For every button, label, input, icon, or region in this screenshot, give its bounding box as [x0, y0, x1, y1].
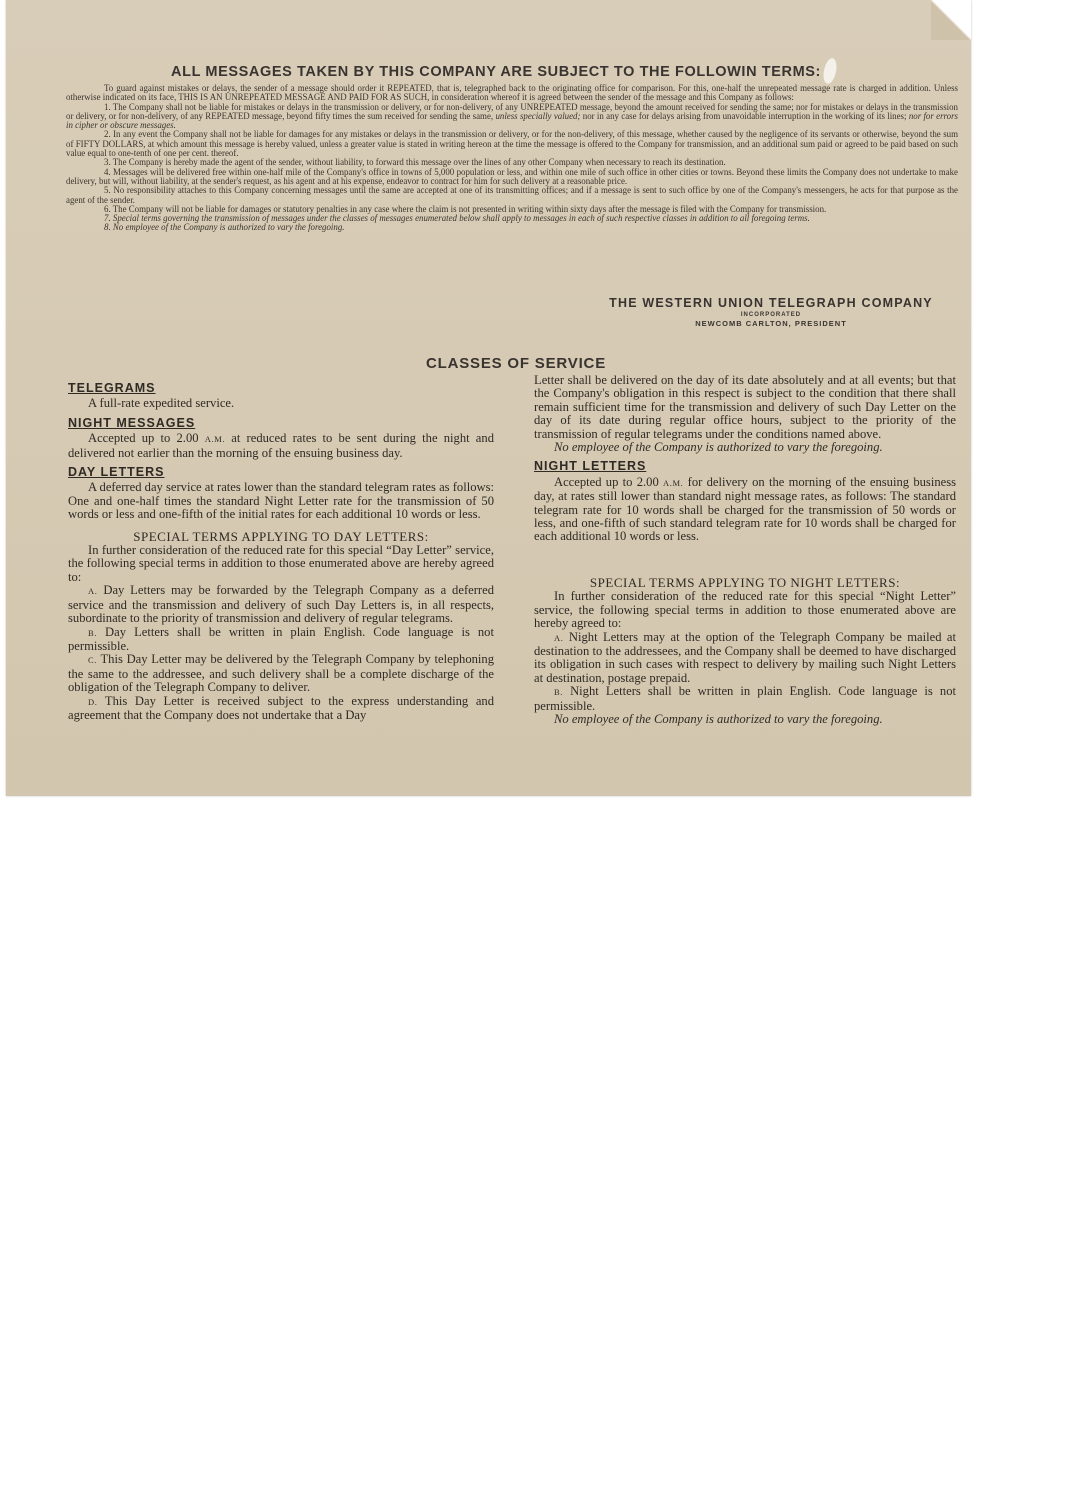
- company-incorporated: INCORPORATED: [740, 312, 802, 318]
- no-employee-note-1: No employee of the Company is authorized to vary the foregoing.: [554, 440, 883, 455]
- day-term-c: C. This Day Letter may be delivered by the Telegraph Company by telephoning the same to the addressee, and such delivery shall be a complete discharge of the obligation of the Telegraph Company to deliver.: [68, 652, 495, 695]
- terms-text: [66, 84, 958, 233]
- company-president: NEWCOMB CARLTON, PRESIDENT: [695, 319, 847, 328]
- telegrams-desc: A full-rate expedited service.: [88, 396, 235, 411]
- right-column: [534, 374, 956, 726]
- left-column: [68, 376, 494, 722]
- night-letters-heading: NIGHT LETTERS: [534, 459, 647, 474]
- day-term-b: B. Day Letters shall be written in plain English. Code language is not permissible.: [68, 624, 494, 653]
- company-signature: [581, 296, 961, 328]
- day-term-a: A. Day Letters may be forwarded by the Telegraph Company as a deferred service and the transmission and delivery of such Day Letters is, in all respects, subordinate to the priority of transmission and delivery of regular telegrams.: [68, 583, 495, 626]
- terms-intro: To guard against mistakes or delays, the sender of a message should order it REPEATED, that is, telegraphed back to the originating office for comparison. For this, one-half the unrepeated message rate is charged in addition. Unless otherwise indicated on its face, THIS IS AN UNREPEATED MESSAGE AND PAID FOR AS SUCH, in consideration whereof it is agreed between the sender of the message and this Company as follows:: [66, 83, 958, 103]
- night-messages-heading: NIGHT MESSAGES: [68, 415, 196, 430]
- term-5: 5. No responsibility attaches to this Company concerning messages until the same are accepted at one of its transmitting offices; and if a message is sent to such office by one of the Company's messengers, he acts for that purpose as the agent of the sender.: [66, 185, 958, 205]
- special-terms-night-intro: In further consideration of the reduced rate for this special “Night Letter” service, the following special terms in addition to those enumerated above are hereby agreed to:: [534, 589, 956, 631]
- term-7: 7. Special terms governing the transmission of messages under the classes of messages enumerated below shall apply to messages in each of such respective classes in addition to all foregoing terms.: [104, 213, 810, 224]
- day-letters-heading: DAY LETTERS: [68, 465, 165, 480]
- classes-of-service-title: CLASSES OF SERVICE: [426, 355, 606, 372]
- night-term-a: A. Night Letters may at the option of the Telegraph Company be mailed at destination to the addressees, and the Company shall be deemed to have discharged its obligation in such cases with respect to delivery by mailing such Night Letters at destination, postage prepaid.: [534, 629, 957, 685]
- day-term-d: D. This Day Letter is received subject to the express understanding and agreement that the Company does not undertake that a Day: [68, 693, 494, 722]
- telegrams-heading: TELEGRAMS: [68, 381, 156, 395]
- night-term-b: B. Night Letters shall be written in plain English. Code language is not permissible.: [534, 684, 956, 713]
- company-name: THE WESTERN UNION TELEGRAPH COMPANY: [609, 296, 933, 310]
- term-6: 6. The Company will not be liable for damages or statutory penalties in any case where the claim is not presented in writing within sixty days after the message is filed with the Company for transmission.: [104, 203, 827, 214]
- term-4: 4. Messages will be delivered free within one-half mile of the Company's office in towns of 5,000 population or less, and within one mile of such office in other cities or towns. Beyond these limits the Company does not undertake to make delivery, but will, without liability, at the sender's request, as his agent and at his expense, endeavor to contract for him for such delivery at a reasonable price.: [66, 166, 958, 186]
- term-1: 1. The Company shall not be liable for mistakes or delays in the transmission or delivery, or for non-delivery, of any UNREPEATED message, beyond the amount received for sending the same; nor for mistakes or delays in the transmission or delivery, or for non-delivery, of any REPEATED message, beyond fifty times the sum received for sending the same, unless specially valued; nor in any case for delays arising from unavoidable interruption in the working of its lines; nor for errors in cipher or obscure messages.: [66, 101, 959, 131]
- night-messages-desc: Accepted up to 2.00 A.M. at reduced rates to be sent during the night and delivered not earlier than the morning of the ensuing business day.: [68, 431, 494, 460]
- no-employee-note-2: No employee of the Company is authorized to vary the foregoing.: [554, 711, 883, 726]
- telegram-back-page: [6, 0, 971, 796]
- special-terms-day-intro: In further consideration of the reduced rate for this special “Day Letter” service, the following special terms in addition to those enumerated above are hereby agreed to:: [68, 543, 494, 584]
- special-terms-night-heading: SPECIAL TERMS APPLYING TO NIGHT LETTERS:: [589, 574, 901, 590]
- day-letter-continued: Letter shall be delivered on the day of its date absolutely and at all events; but that the Company's obligation in this respect is subject to the condition that there shall remain sufficient time for the transmission and delivery of such Day Letter on the day of its date during regular office hours, subject to the priority of the transmission of regular telegrams under the conditions named above.: [534, 373, 956, 441]
- day-letters-desc: A deferred day service at rates lower than the standard telegram rates as follows: One and one-half times the standard Night Letter rate for the transmission of 50 words or less and one-fifth of the initial rates for each additional 10 words or less.: [68, 480, 494, 522]
- term-3: 3. The Company is hereby made the agent of the sender, without liability, to forward this message over the lines of any other Company when necessary to reach its destination.: [104, 157, 726, 168]
- term-8: 8. No employee of the Company is authorized to vary the foregoing.: [104, 222, 345, 233]
- terms-header: ALL MESSAGES TAKEN BY THIS COMPANY ARE SUBJECT TO THE FOLLOWIN TERMS:: [171, 64, 821, 80]
- term-2: 2. In any event the Company shall not be liable for damages for any mistakes or delays in the transmission or delivery, or for the non-delivery, of this message, whether caused by the negligence of its servants or otherwise, beyond the sum of FIFTY DOLLARS, at which amount this message is hereby valued, unless a greater value is stated in writing hereon at the time the message is offered to the Company for transmission, and an additional sum paid or agreed to be paid based on such value equal to one-tenth of one per cent. thereof.: [66, 129, 958, 159]
- night-letters-desc: Accepted up to 2.00 A.M. for delivery on the morning of the ensuing business day, at rates still lower than standard night message rates, as follows: The standard telegram rate for 10 words shall be charged for the transmission of 50 words or less, and one-fifth of such standard telegram rate for 10 words shall be charged for each additional 10 words or less.: [534, 474, 957, 544]
- special-terms-day-heading: SPECIAL TERMS APPLYING TO DAY LETTERS:: [133, 528, 429, 544]
